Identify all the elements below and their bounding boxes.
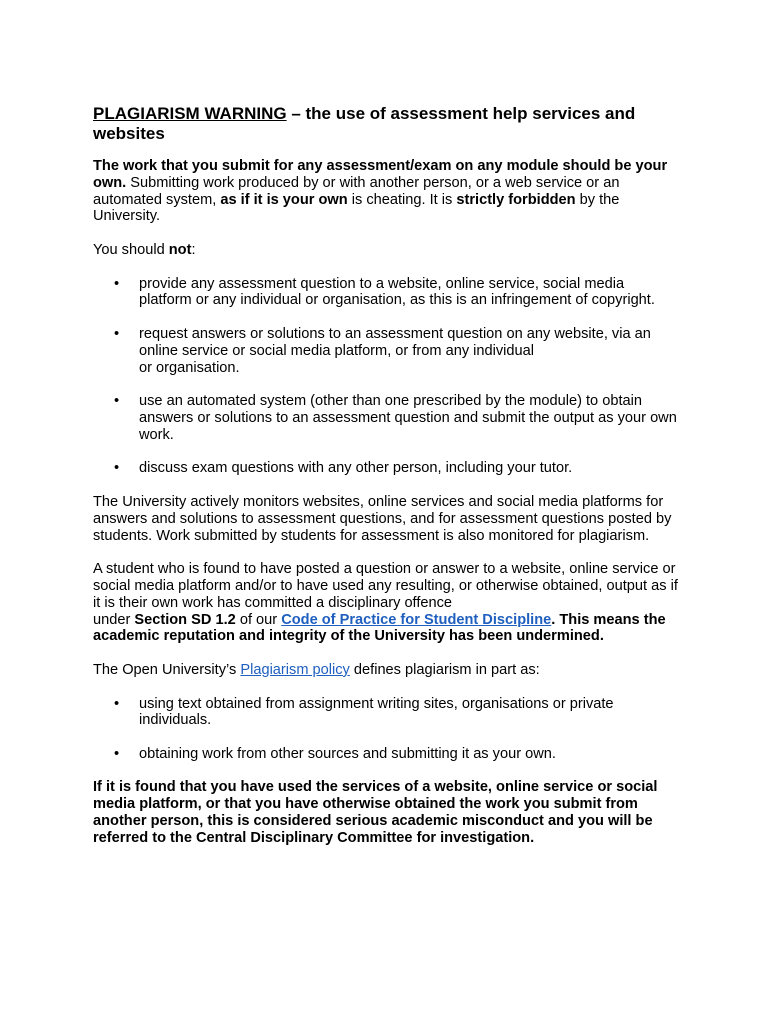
monitoring-paragraph: The University actively monitors websites, online services and social media platforms for answers and solutions to assessment questions, and for assessment questions posted by students. Work submitted by students for assessment is also monitored for plagiarism. (93, 493, 672, 544)
offence-section-bold: Section SD 1.2 (134, 611, 236, 628)
code-of-practice-link[interactable]: Code of Practice for Student Discipline (281, 611, 552, 628)
list-item-text: discuss exam questions with any other person, including your tutor. (139, 460, 573, 477)
list-item-text-continued: or organisation. (139, 359, 240, 376)
bullet-icon: • (114, 460, 120, 477)
offence-line-2 (93, 612, 678, 646)
list-item (93, 460, 678, 477)
list-item-text: using text obtained from assignment writing sites, organisations or private individuals. (139, 695, 614, 729)
intro-bold-3: strictly forbidden (456, 191, 576, 208)
intro-text-1: Submitting work produced by or with another person, or a web service or an automated system, (93, 174, 620, 208)
policy-paragraph (93, 662, 678, 679)
should-not-paragraph (93, 242, 678, 259)
should-not-text-1: You should (93, 241, 169, 258)
policy-text-2: defines plagiarism in part as: (349, 661, 540, 678)
offence-text-2: under (93, 611, 135, 628)
list-item (93, 276, 678, 310)
intro-bold-1: The work that you submit for any assessment/exam on any module should be your own. (93, 158, 668, 191)
bullet-icon: • (114, 393, 120, 410)
bullet-icon: • (114, 745, 120, 762)
offence-paragraph (93, 561, 678, 645)
list-item (93, 696, 678, 730)
list-item-text: obtaining work from other sources and submitting it as your own. (139, 745, 556, 762)
list-item-text: use an automated system (other than one prescribed by the module) to obtain answers or solutions to an assessment question and submit the output as your own work. (139, 393, 677, 443)
plagiarism-definition-list (93, 696, 678, 763)
list-item (93, 326, 678, 376)
offence-text-3: of our (235, 611, 282, 628)
offence-bold-2: . This means the academic reputation and integrity of the University has been undermined. (93, 611, 666, 645)
plagiarism-policy-link[interactable]: Plagiarism policy (240, 661, 350, 678)
intro-text-2: is cheating. It is (347, 191, 457, 208)
intro-paragraph (93, 158, 678, 225)
offence-text-1: A student who is found to have posted a question or answer to a website, online service or social media platform and/or to have used any resulting, or otherwise obtained, output as if it is their own work has committed a disciplinary offence (93, 561, 678, 611)
list-item-text: provide any assessment question to a website, online service, social media platform or any individual or organisation, as this is an infringement of copyright. (139, 275, 655, 309)
list-item-text: request answers or solutions to an assessment question on any website, via an online service or social media platform, or from any individual (139, 325, 651, 359)
title-underlined: PLAGIARISM WARNING (93, 104, 287, 123)
list-item (93, 746, 678, 763)
title-rest: – the use of assessment help services and websites (93, 104, 636, 143)
should-not-bold: not (168, 241, 192, 258)
policy-text-1: The Open University’s (93, 661, 241, 678)
should-not-text-2: : (191, 241, 196, 258)
list-item (93, 393, 678, 443)
document-body (93, 104, 678, 863)
intro-bold-2: as if it is your own (220, 191, 348, 208)
conclusion-bold: If it is found that you have used the services of a website, online service or social media platform, or that you have otherwise obtained the work you submit from another person, this is considered serious academic misconduct and you will be referred to the Central Disciplinary Committee for investigation. (93, 779, 658, 846)
intro-text-3: by the University. (93, 191, 620, 225)
bullet-icon: • (114, 275, 120, 292)
bullet-icon: • (114, 695, 120, 712)
prohibited-actions-list (93, 276, 678, 478)
page-title (93, 104, 678, 144)
bullet-icon: • (114, 325, 120, 342)
conclusion-paragraph (93, 779, 678, 846)
